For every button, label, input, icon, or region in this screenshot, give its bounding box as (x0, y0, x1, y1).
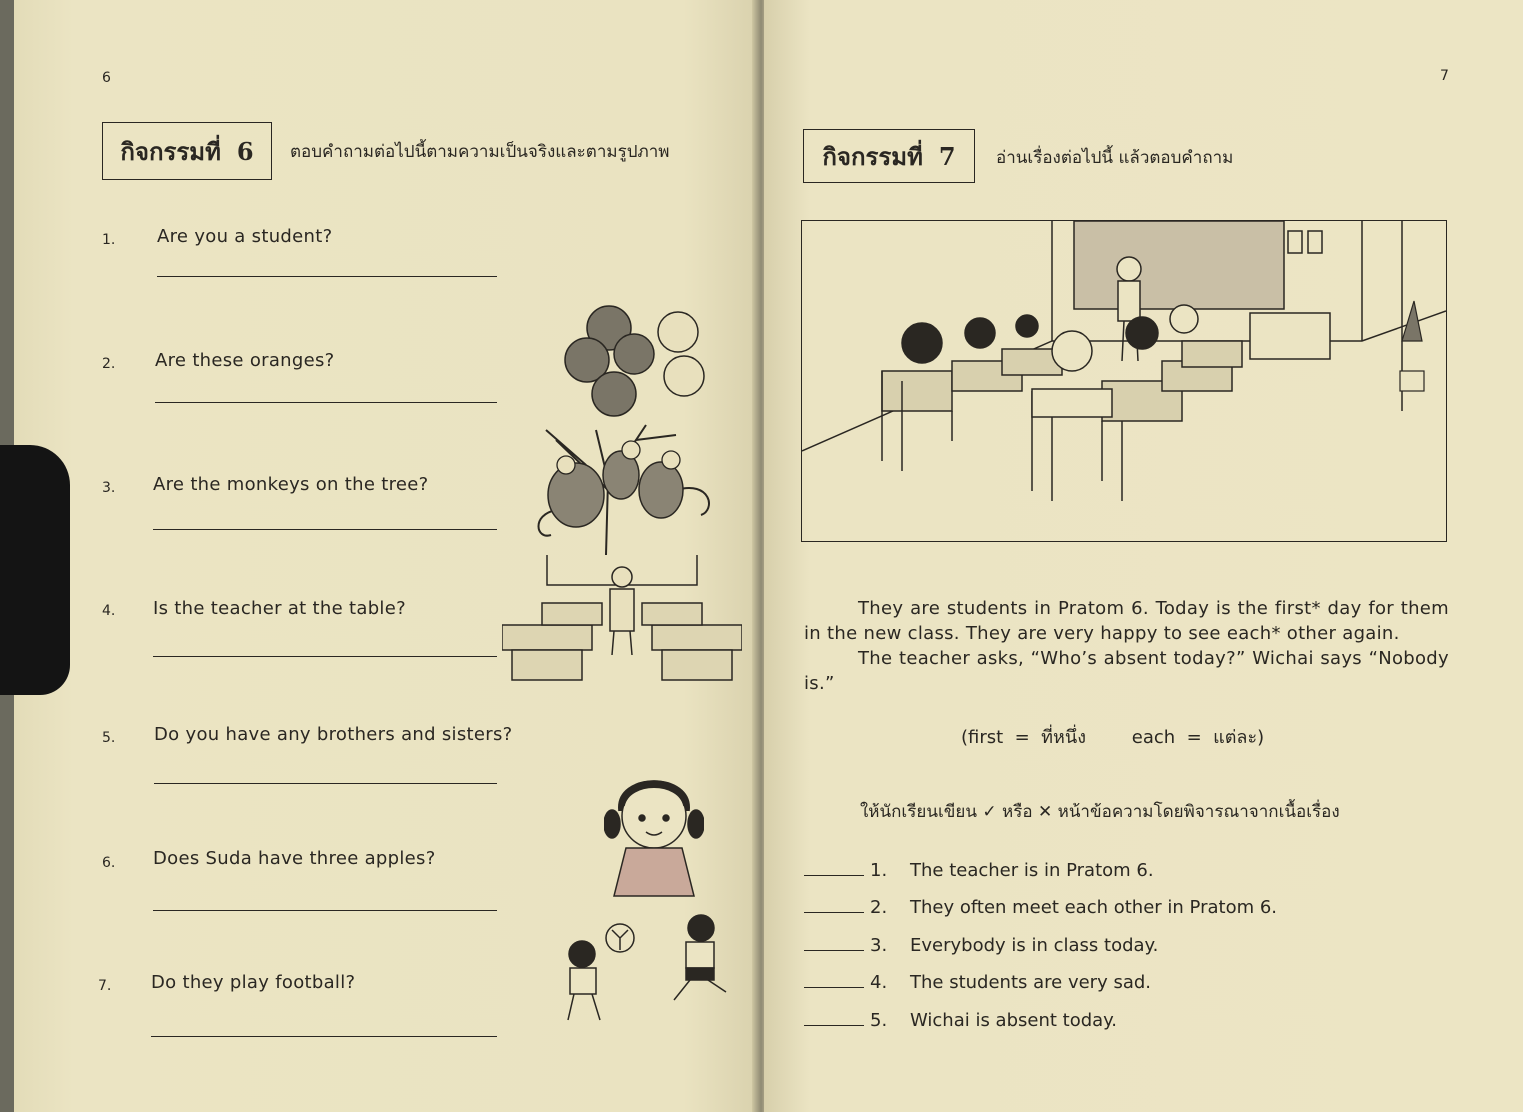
vocabulary-note: (first = ที่หนึ่ง each = แต่ละ) (961, 727, 1265, 748)
question-text: Are you a student? (157, 226, 333, 247)
statement-number: 3. (870, 935, 888, 956)
question-number: 4. (102, 603, 116, 619)
question-number: 3. (102, 480, 116, 496)
statement-text: Wichai is absent today. (910, 1010, 1117, 1031)
question-number: 6. (102, 855, 116, 871)
statement-item (804, 1010, 1117, 1031)
statement-item (804, 972, 1151, 993)
statement-text: The teacher is in Pratom 6. (910, 860, 1154, 881)
question-text: Do you have any brothers and sisters? (154, 724, 513, 745)
answer-line[interactable] (153, 529, 497, 530)
answer-line[interactable] (153, 656, 497, 657)
statement-text: The students are very sad. (910, 972, 1151, 993)
answer-blank[interactable] (804, 1024, 864, 1026)
question-text: Does Suda have three apples? (153, 848, 436, 869)
activity-number: 7 (938, 141, 956, 171)
statement-number: 2. (870, 897, 888, 918)
oranges-illustration (554, 298, 714, 428)
answer-blank[interactable] (804, 986, 864, 988)
question-number: 2. (102, 356, 116, 372)
statement-number: 1. (870, 860, 888, 881)
question-text: Are the monkeys on the tree? (153, 474, 429, 495)
classroom-illustration (801, 220, 1447, 542)
statement-item (804, 935, 1158, 956)
answer-blank[interactable] (804, 874, 864, 876)
answer-line[interactable] (151, 1036, 497, 1037)
suda-illustration (604, 766, 704, 898)
thumb (0, 445, 70, 695)
activity-number: 6 (236, 136, 254, 166)
page-number: 7 (1440, 68, 1449, 84)
question-number: 5. (102, 730, 116, 746)
activity-title: กิจกรรมที่ (822, 141, 923, 171)
answer-line[interactable] (157, 276, 497, 277)
right-page (764, 0, 1523, 1112)
question-number: 7. (98, 978, 112, 994)
activity-title-box (803, 129, 975, 183)
statement-item (804, 860, 1154, 881)
activity-title-box (102, 122, 272, 180)
statement-text: They often meet each other in Pratom 6. (910, 897, 1278, 918)
answer-line[interactable] (154, 783, 497, 784)
question-text: Is the teacher at the table? (153, 598, 406, 619)
left-page (14, 0, 758, 1112)
teacher-illustration (502, 555, 742, 685)
answer-blank[interactable] (804, 911, 864, 913)
story-paragraph: The teacher asks, “Who’s absent today?” Wichai says “Nobody is.” (804, 648, 1449, 694)
answer-line[interactable] (153, 910, 497, 911)
activity-instruction: อ่านเรื่องต่อไปนี้ แล้วตอบคำถาม (996, 148, 1234, 168)
activity-title: กิจกรรมที่ (120, 136, 221, 166)
statement-item (804, 897, 1277, 918)
activity-instruction: ตอบคำถามต่อไปนี้ตามความเป็นจริงและตามรูปภาพ (290, 142, 670, 162)
question-text: Are these oranges? (155, 350, 335, 371)
answer-blank[interactable] (804, 949, 864, 951)
true-false-instruction: ให้นักเรียนเขียน ✓ หรือ ✕ หน้าข้อความโดยพิจารณาจากเนื้อเรื่อง (860, 802, 1340, 822)
statement-number: 5. (870, 1010, 888, 1031)
football-illustration (546, 908, 736, 1038)
story-paragraph: They are students in Pratom 6. Today is the first* day for them in the new class. They are very happy to see each* other again. (804, 598, 1449, 644)
question-text: Do they play football? (151, 972, 356, 993)
answer-line[interactable] (155, 402, 497, 403)
story-text (804, 596, 1449, 696)
statement-number: 4. (870, 972, 888, 993)
statement-text: Everybody is in class today. (910, 935, 1159, 956)
question-number: 1. (102, 232, 116, 248)
monkeys-illustration (526, 420, 726, 555)
page-number: 6 (102, 70, 111, 86)
